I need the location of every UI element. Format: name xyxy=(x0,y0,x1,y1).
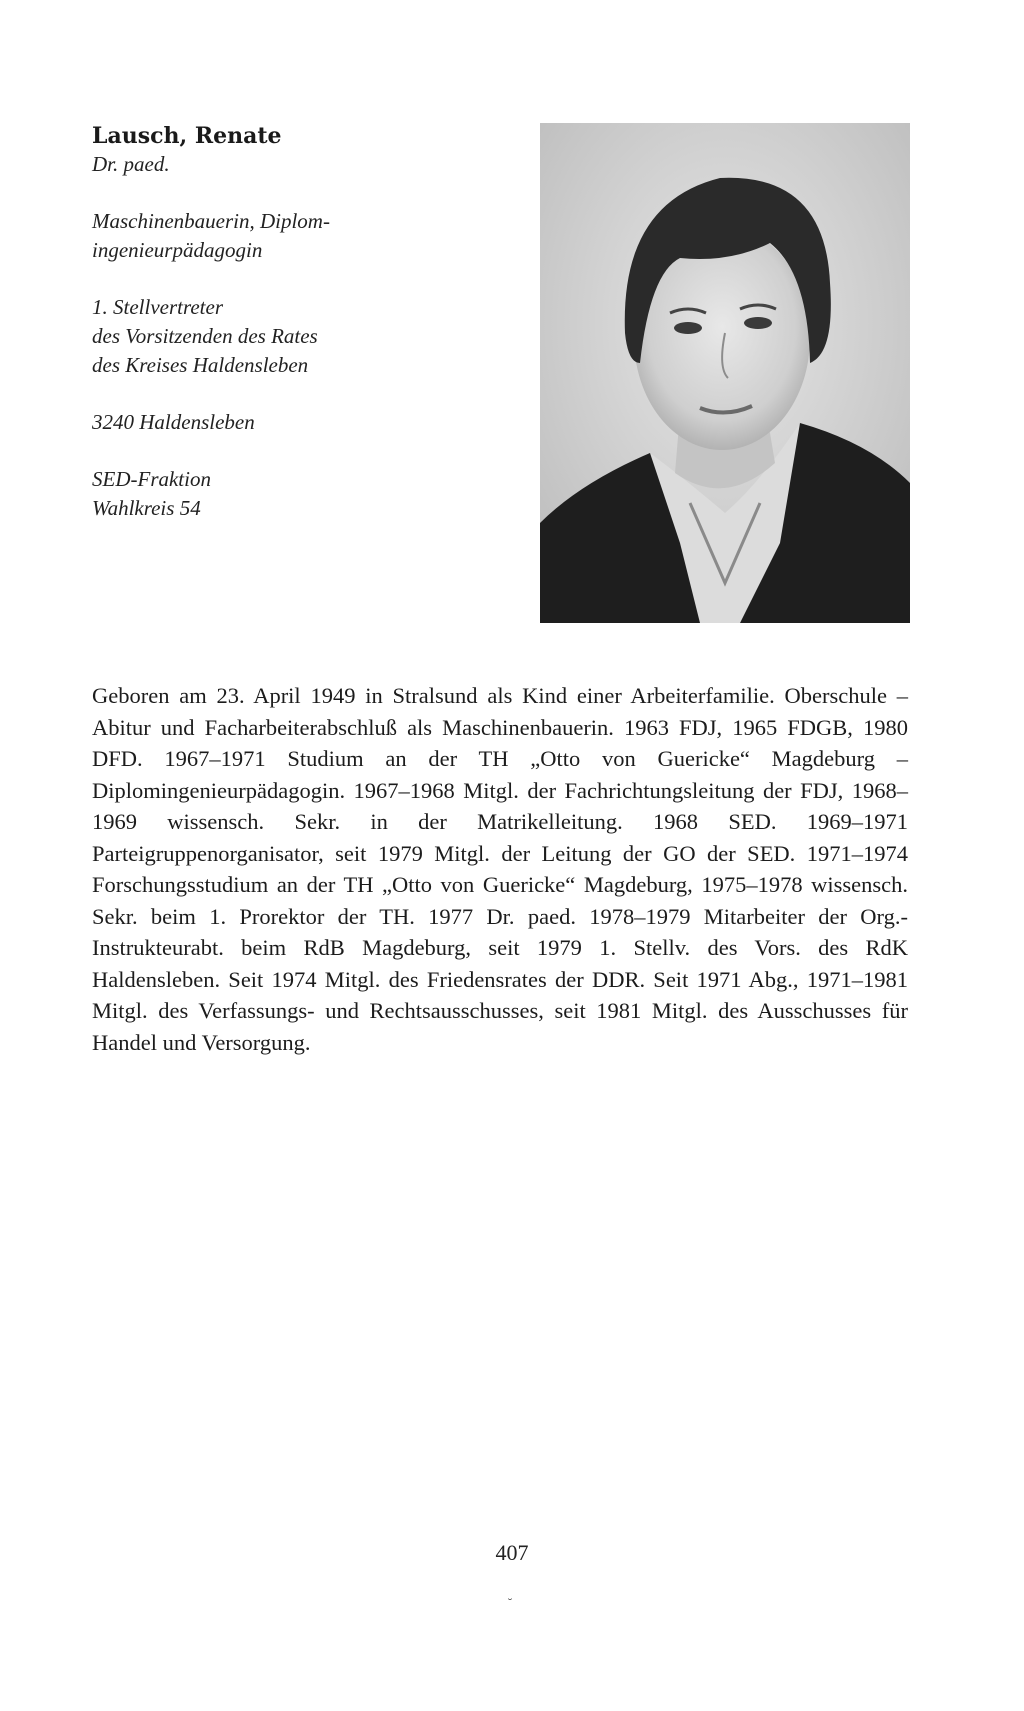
portrait-photo xyxy=(540,123,910,623)
portrait-image xyxy=(540,123,910,623)
scan-speck: ˘ xyxy=(507,1597,513,1611)
position-line: 1. Stellvertreter xyxy=(92,295,224,319)
page-number: 407 xyxy=(495,1540,529,1565)
address: 3240 Haldensleben xyxy=(92,410,255,434)
entry-header xyxy=(92,122,522,523)
profession-line: ingenieurpädagogin xyxy=(92,238,263,262)
biography-text: Geboren am 23. April 1949 in Stralsund als Kind einer Arbeiterfamilie. Oberschule – Abitur und Facharbeiterabschluß als Maschinenbauerin. 1963 FDJ, 1965 FDGB, 1980 DFD. 1967–1971 Studium an der TH „Otto von Guericke“ Magdeburg – Diplomingenieurpädagogin. 1967–1968 Mitgl. der Fachrichtungsleitung der FDJ, 1968–1969 wissensch. Sekr. in der Matrikelleitung. 1968 SED. 1969–1971 Parteigruppenorganisator, seit 1979 Mitgl. der Leitung der GO der SED. 1971–1974 Forschungsstudium an der TH „Otto von Guericke“ Magdeburg, 1975–1978 wissensch. Sekr. beim 1. Prorektor der TH. 1977 Dr. paed. 1978–1979 Mitarbeiter der Org.-Instrukteurabt. beim RdB Magdeburg, seit 1979 1. Stellv. des Vors. des RdK Haldensleben. Seit 1974 Mitgl. des Friedensrates der DDR. Seit 1971 Abg., 1971–1981 Mitgl. des Verfassungs- und Rechtsausschusses, seit 1981 Mitgl. des Ausschusses für Handel und Versorgung. xyxy=(92,683,908,1055)
academic-title: Dr. paed. xyxy=(92,152,170,176)
position-line: des Kreises Haldensleben xyxy=(92,353,309,377)
profession-line: Maschinenbauerin, Diplom- xyxy=(92,209,330,233)
fraction-line: SED-Fraktion xyxy=(92,467,211,491)
position-line: des Vorsitzenden des Rates xyxy=(92,324,318,348)
person-name: Lausch, Renate xyxy=(92,123,282,149)
fraction-line: Wahlkreis 54 xyxy=(92,496,201,520)
